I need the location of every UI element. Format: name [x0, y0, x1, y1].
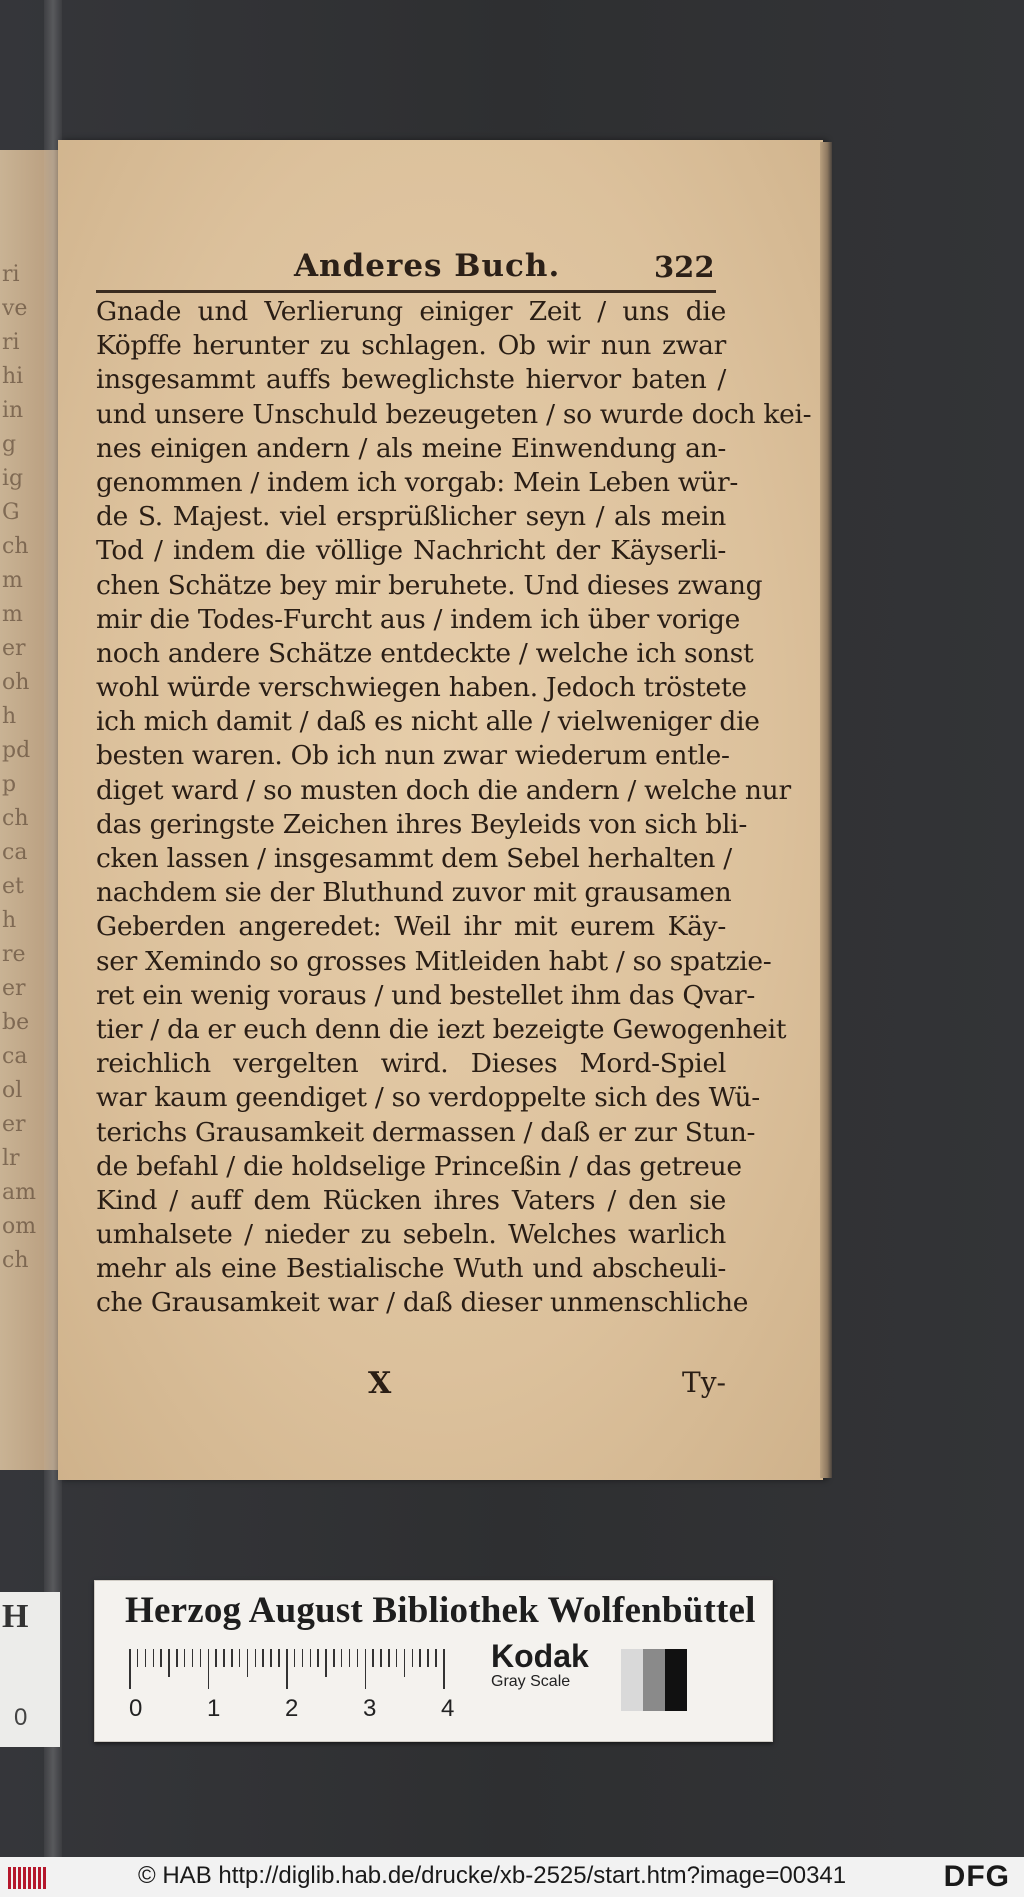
previous-page-fragment: h [2, 908, 17, 933]
gray-patch [621, 1649, 643, 1711]
previous-page-fragment: er [2, 1112, 26, 1137]
book-page [58, 140, 823, 1480]
previous-page-fragment: re [2, 942, 26, 967]
ruler-tick [302, 1649, 304, 1667]
ruler-tick [255, 1649, 257, 1667]
previous-page-fragment: lr [2, 1146, 20, 1171]
text-line: nachdem sie der Bluthund zuvor mit grausamen [96, 877, 732, 909]
left-card-number: 0 [14, 1704, 28, 1731]
barcode-bar [18, 1867, 21, 1889]
ruler-tick [357, 1649, 359, 1667]
previous-page-fragment: ch [2, 534, 29, 559]
ruler-tick [333, 1649, 335, 1667]
ruler-tick [160, 1649, 162, 1667]
ruler-tick [223, 1649, 225, 1667]
ruler-tick [404, 1649, 406, 1677]
text-line: chen Schätze bey mir beruhete. Und dieses zwang [96, 569, 763, 601]
previous-page-fragment: G [2, 500, 20, 525]
ruler-tick [129, 1649, 131, 1689]
barcode-bar [13, 1867, 16, 1889]
text-line: mehr als eine Bestialische Wuth und abscheuli- [96, 1253, 726, 1285]
text-line: Kind / auff dem Rücken ihres Vaters / den sie [96, 1184, 726, 1216]
ruler-tick [435, 1649, 437, 1667]
running-head-title: Anderes Buch. [294, 248, 561, 284]
previous-page-fragment: ri [2, 330, 20, 355]
left-card-letter: H [2, 1598, 29, 1635]
copyright-url: © HAB http://diglib.hab.de/drucke/xb-2525/start.htm?image=00341 [138, 1862, 847, 1889]
previous-page-fragment: p [2, 772, 17, 797]
ruler-label-3: 3 [363, 1695, 377, 1722]
ruler-label-4: 4 [441, 1695, 455, 1722]
text-line: wohl würde verschwiegen haben. Jedoch tröstete [96, 672, 747, 704]
text-line: ser Xemindo so grosses Mitleiden habt / so spatzie- [96, 945, 772, 977]
text-line: ret ein wenig voraus / und bestellet ihm das Qvar- [96, 979, 756, 1011]
left-color-card-fragment [0, 1592, 60, 1747]
gray-patch [643, 1649, 665, 1711]
ruler-tick [294, 1649, 296, 1667]
text-line: das geringste Zeichen ihres Beyleids von sich bli- [96, 808, 747, 840]
text-line: reichlich vergelten wird. Dieses Mord-Spiel [96, 1048, 726, 1080]
previous-page-fragment: pd [2, 738, 31, 763]
running-head [58, 248, 823, 288]
catchword: Ty- [682, 1366, 726, 1399]
previous-page-fragment: hi [2, 364, 24, 389]
ruler-tick [396, 1649, 398, 1667]
ruler-tick [231, 1649, 233, 1667]
ruler-label-2: 2 [285, 1695, 299, 1722]
ruler-label-0: 0 [129, 1695, 143, 1722]
dfg-logo: DFG [943, 1860, 1010, 1893]
ruler-tick [443, 1649, 445, 1689]
text-line: war kaum geendiget / so verdoppelte sich des Wü- [96, 1082, 760, 1114]
ruler-tick [270, 1649, 272, 1667]
ruler-tick [325, 1649, 327, 1677]
ruler-tick [278, 1649, 280, 1667]
library-name: Herzog August Bibliothek Wolfenbüttel [125, 1590, 756, 1631]
text-line: insgesammt auffs beweglichste hiervor baten / [96, 364, 726, 396]
text-line: che Grausamkeit war / daß dieser unmenschliche [96, 1287, 749, 1319]
previous-page-fragment: am [2, 1180, 36, 1205]
text-line: cken lassen / insgesammt dem Sebel herhalten / [96, 843, 732, 874]
previous-page-fragment: in [2, 398, 24, 423]
ruler-tick [168, 1649, 170, 1677]
text-line: tier / da er euch denn die iezt bezeigte Gewogenheit [96, 1013, 787, 1045]
previous-page-fragment: ol [2, 1078, 23, 1103]
ruler-tick [419, 1649, 421, 1667]
ruler-tick [145, 1649, 147, 1667]
text-line: Gnade und Verlierung einiger Zeit / uns die [96, 296, 726, 327]
ruler-tick [286, 1649, 288, 1689]
previous-page-fragment: ri [2, 262, 20, 287]
barcode-bar [38, 1867, 41, 1889]
text-line: diget ward / so musten doch die andern / welche nur [96, 774, 791, 806]
ruler-tick [372, 1649, 374, 1667]
ruler-tick [317, 1649, 319, 1667]
ruler-tick [239, 1649, 241, 1667]
previous-page-fragment: h [2, 704, 17, 729]
previous-page-fragment: ca [2, 1044, 28, 1069]
previous-page-fragment: m [2, 602, 23, 627]
text-line: Köpffe herunter zu schlagen. Ob wir nun zwar [96, 330, 726, 362]
previous-page-fragment: ve [2, 296, 28, 321]
previous-page-fragment: ca [2, 840, 28, 865]
footer-bar [0, 1857, 1024, 1897]
barcode-bar [33, 1867, 36, 1889]
text-line: de befahl / die holdselige Princeßin / das getreue [96, 1150, 742, 1182]
ruler-tick [341, 1649, 343, 1667]
text-line: und unsere Unschuld bezeugeten / so wurde doch kei- [96, 398, 812, 430]
ruler-tick [184, 1649, 186, 1667]
kodak-brand: Kodak [491, 1638, 589, 1674]
ruler-tick [349, 1649, 351, 1667]
barcode-bar [43, 1867, 46, 1889]
text-line: Tod / indem die völlige Nachricht der Käyserli- [96, 535, 726, 567]
kodak-label [491, 1639, 589, 1691]
text-line: umhalsete / nieder zu sebeln. Welches warlich [96, 1219, 726, 1251]
ruler-tick [365, 1649, 367, 1689]
ruler-tick [176, 1649, 178, 1667]
ruler-tick [412, 1649, 414, 1667]
barcode-bar [23, 1867, 26, 1889]
previous-page-fragment: m [2, 568, 23, 593]
ruler-tick [192, 1649, 194, 1667]
barcode-bar [8, 1867, 11, 1889]
previous-page-fragment: ch [2, 806, 29, 831]
text-line: de S. Majest. viel ersprüßlicher seyn / als mein [96, 501, 726, 533]
scale-ruler [129, 1649, 474, 1689]
kodak-subtitle: Gray Scale [491, 1673, 571, 1690]
page-number: 322 [654, 250, 715, 284]
ruler-tick [247, 1649, 249, 1677]
text-line: Geberden angeredet: Weil ihr mit eurem Käy- [96, 911, 726, 943]
ruler-tick [215, 1649, 217, 1667]
previous-page-fragment: er [2, 636, 26, 661]
page-fore-edge [820, 142, 832, 1478]
page-body-text [96, 295, 812, 1321]
ruler-tick [200, 1649, 202, 1667]
head-rule [96, 290, 716, 293]
previous-page-fragment: g [2, 432, 17, 457]
ruler-tick [262, 1649, 264, 1667]
text-line: terichs Grausamkeit dermassen / daß er zur Stun- [96, 1116, 756, 1148]
previous-page-fragment: et [2, 874, 24, 899]
ruler-tick [208, 1649, 210, 1689]
ruler-tick [380, 1649, 382, 1667]
text-line: nes einigen andern / als meine Einwendung an- [96, 432, 726, 464]
previous-page-fragment: ig [2, 466, 24, 491]
ruler-tick [427, 1649, 429, 1667]
previous-page-fragment: oh [2, 670, 30, 695]
text-line: genommen / indem ich vorgab: Mein Leben wür- [96, 466, 739, 498]
ruler-tick [153, 1649, 155, 1667]
previous-page-fragment: ch [2, 1248, 29, 1273]
barcode-icon [8, 1867, 48, 1889]
text-line: mir die Todes-Furcht aus / indem ich über vorige [96, 603, 741, 635]
color-calibration-card [94, 1580, 773, 1742]
ruler-tick [388, 1649, 390, 1667]
gray-scale-patches [621, 1649, 687, 1711]
ruler-tick [310, 1649, 312, 1667]
gray-patch [665, 1649, 687, 1711]
ruler-tick [137, 1649, 139, 1667]
ruler-label-1: 1 [207, 1695, 221, 1722]
text-line: noch andere Schätze entdeckte / welche ich sonst [96, 637, 754, 669]
signature-mark: X [368, 1366, 392, 1401]
text-line: besten waren. Ob ich nun zwar wiederum entle- [96, 740, 730, 772]
page-foot [96, 1366, 726, 1406]
previous-page-fragment: om [2, 1214, 37, 1239]
text-line: ich mich damit / daß es nicht alle / vielweniger die [96, 706, 760, 738]
previous-page-fragment: be [2, 1010, 30, 1035]
barcode-bar [28, 1867, 31, 1889]
previous-page-fragment: er [2, 976, 26, 1001]
